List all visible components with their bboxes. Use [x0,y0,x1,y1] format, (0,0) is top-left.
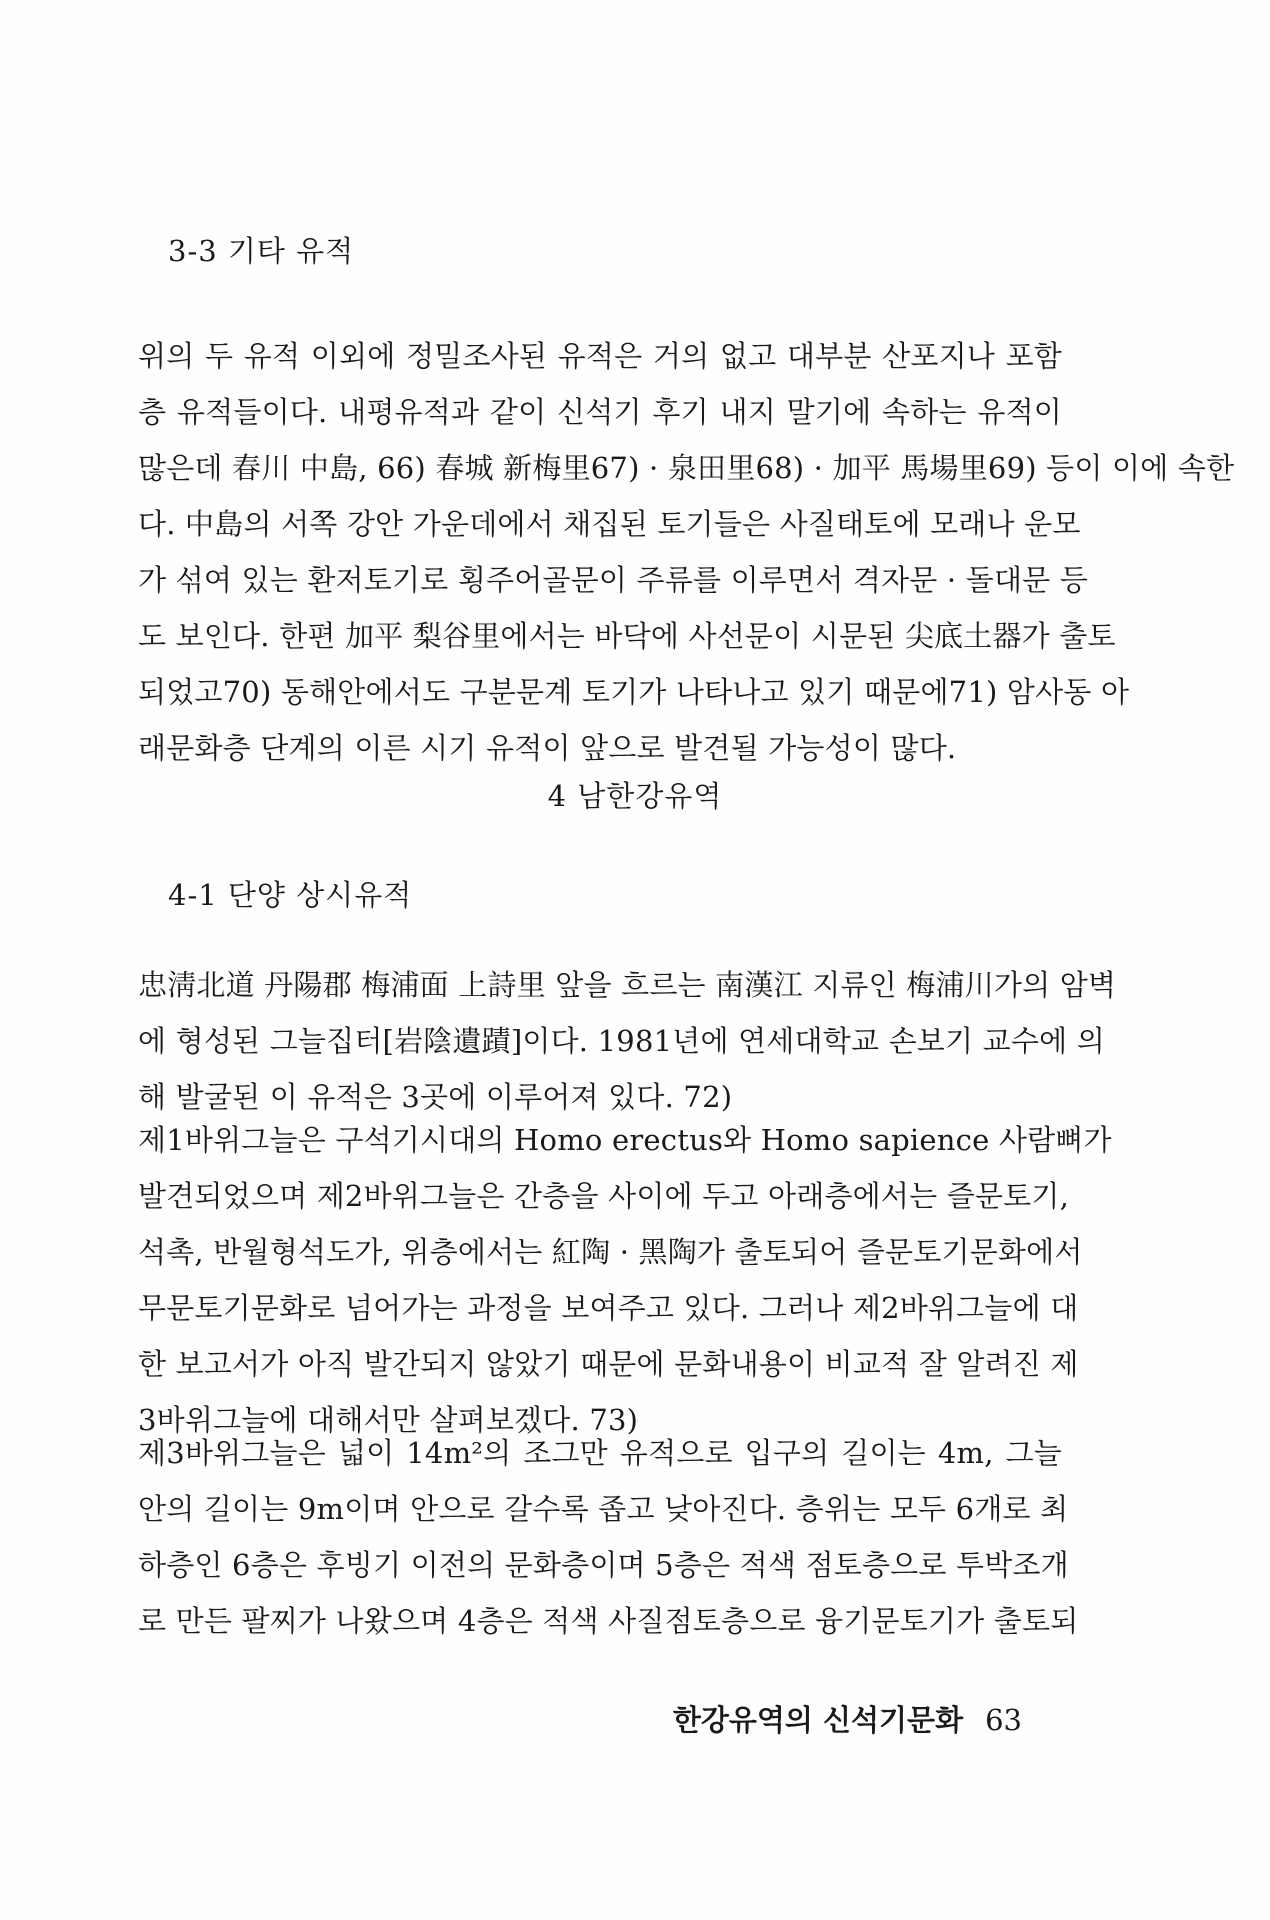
text-line: 발견되었으며 제2바위그늘은 간층을 사이에 두고 아래층에서는 즐문토기, [138,1179,1069,1213]
paragraph-4-1-c [138,1425,1079,1649]
text-line: 되었고70) 동해안에서도 구분문계 토기가 나타나고 있기 때문에71) 암사동 아 [138,675,1130,709]
paragraph-4-1-a [138,957,1117,1125]
page-footer [0,1698,1022,1739]
paragraph-4-1-b [138,1112,1112,1448]
text-line: 석촉, 반월형석도가, 위층에서는 紅陶 · 黑陶가 출토되어 즐문토기문화에서 [138,1235,1083,1269]
section-heading-4: 4 남한강유역 [547,779,723,813]
text-line: 로 만든 팔찌가 나왔으며 4층은 적색 사질점토층으로 융기문토기가 출토되 [138,1604,1079,1638]
text-line: 제1바위그늘은 구석기시대의 Homo erectus와 Homo sapience 사람뼈가 [138,1123,1112,1157]
text-line: 한 보고서가 아직 발간되지 않았기 때문에 문화내용이 비교적 잘 알려진 제 [138,1347,1079,1381]
text-line: 3바위그늘에 대해서만 살펴보겠다. 73) [138,1403,639,1437]
text-line: 忠淸北道 丹陽郡 梅浦面 上詩里 앞을 흐르는 南漢江 지류인 梅浦川가의 암벽 [138,968,1117,1002]
text-line: 제3바위그늘은 넓이 14m²의 조그만 유적으로 입구의 길이는 4m, 그늘 [138,1436,1062,1470]
section-heading-4-1: 4-1 단양 상시유적 [168,878,413,912]
text-line: 가 섞여 있는 환저토기로 횡주어골문이 주류를 이루면서 격자문 · 돌대문 등 [138,563,1089,597]
text-line: 무문토기문화로 넘어가는 과정을 보여주고 있다. 그러나 제2바위그늘에 대 [138,1291,1079,1325]
text-line: 위의 두 유적 이외에 정밀조사된 유적은 거의 없고 대부분 산포지나 포함 [138,339,1062,373]
page-number: 63 [985,1703,1022,1737]
text-line: 많은데 春川 中島, 66) 春城 新梅里67) · 泉田里68) · 加平 馬場里69) 등이 이에 속한 [138,451,1235,485]
text-line: 다. 中島의 서쪽 강안 가운데에서 채집된 토기들은 사질태토에 모래나 운모 [138,507,1081,541]
text-line: 래문화층 단계의 이른 시기 유적이 앞으로 발견될 가능성이 많다. [138,731,957,765]
running-title: 한강유역의 신석기문화 [672,1703,964,1737]
paragraph-3-3 [138,328,1235,776]
section-heading-3-3: 3-3 기타 유적 [168,234,355,268]
text-line: 에 형성된 그늘집터[岩陰遺蹟]이다. 1981년에 연세대학교 손보기 교수에 의 [138,1024,1105,1058]
text-line: 해 발굴된 이 유적은 3곳에 이루어져 있다. 72) [138,1080,733,1114]
text-line: 도 보인다. 한편 加平 梨谷里에서는 바닥에 사선문이 시문된 尖底土器가 출토 [138,619,1116,653]
text-line: 하층인 6층은 후빙기 이전의 문화층이며 5층은 적색 점토층으로 투박조개 [138,1548,1069,1582]
text-line: 안의 길이는 9m이며 안으로 갈수록 좁고 낮아진다. 층위는 모두 6개로 최 [138,1492,1069,1526]
text-line: 층 유적들이다. 내평유적과 같이 신석기 후기 내지 말기에 속하는 유적이 [138,395,1062,429]
